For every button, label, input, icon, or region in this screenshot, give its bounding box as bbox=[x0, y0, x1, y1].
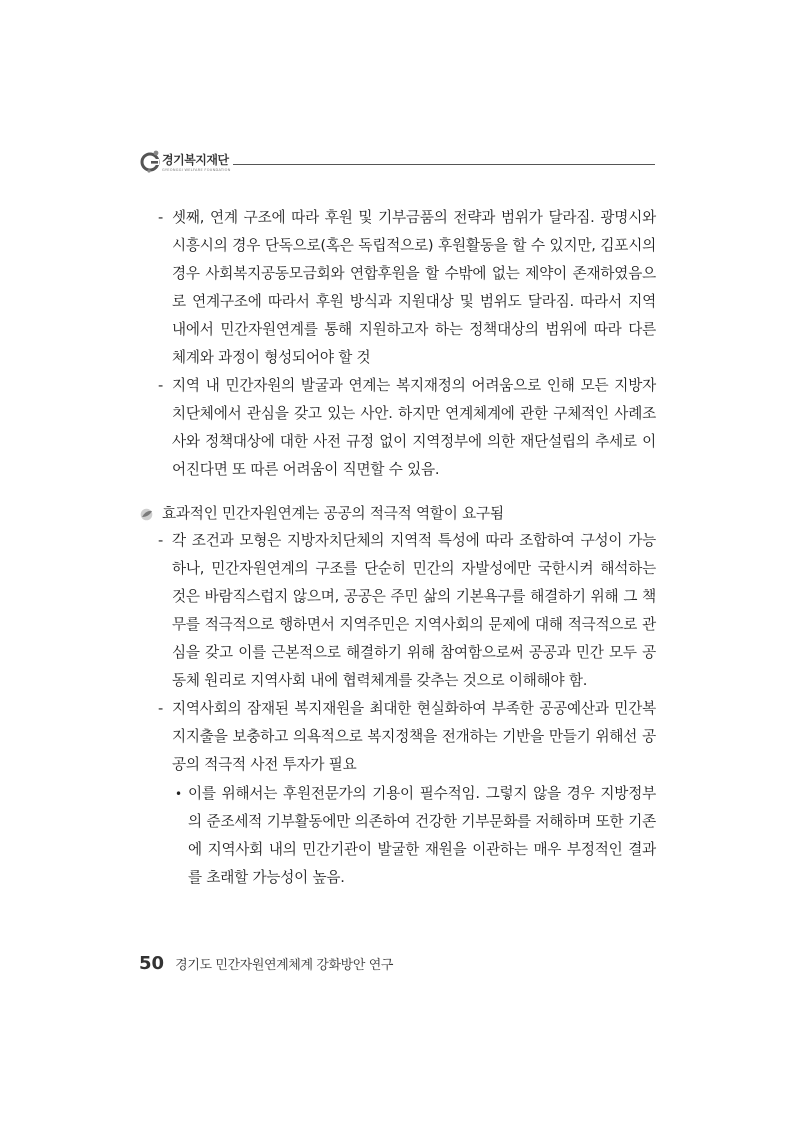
book-title: 경기도 민간자원연계체계 강화방안 연구 bbox=[175, 958, 394, 973]
dash-marker: - bbox=[158, 532, 164, 549]
dash-marker: - bbox=[158, 377, 164, 394]
sub-list-item-text: 이를 위해서는 후원전문가의 기용이 필수적임. 그렇지 않을 경우 지방정부의 준조세적 기부활동에만 의존하여 건강한 기부문화를 저해하며 또한 기존에 지역사회 내의 민간기관이 발굴한 재원을 이관하는 매우 부정적인 결과를 초래할 가능성이 높음. bbox=[188, 785, 656, 886]
page-number: 50 bbox=[139, 953, 165, 974]
page-footer bbox=[139, 953, 393, 979]
section-heading bbox=[140, 501, 656, 527]
dot-marker: • bbox=[175, 787, 182, 801]
header-divider bbox=[233, 164, 655, 165]
list-item bbox=[140, 204, 656, 372]
dash-marker: - bbox=[158, 209, 164, 226]
org-name: 경기복지재단 bbox=[162, 153, 229, 167]
list-item-text: 지역사회의 잠재된 복지재원을 최대한 현실화하여 부족한 공공예산과 민간복지지출을 보충하고 의욕적으로 복지정책을 전개하는 기반을 만들기 위해선 공공의 적극적 사전 투자가 필요 bbox=[172, 700, 656, 773]
list-item-text: 각 조건과 모형은 지방자치단체의 지역적 특성에 따라 조합하여 구성이 가능하나, 민간자원연계의 구조를 단순히 민간의 자발성에만 국한시켜 해석하는 것은 바람직스럽지 않으며, 공공은 주민 삶의 기본욕구를 해결하기 위해 그 책무를 적극적으로 행하면서 지역주민은 지역사회의 문제에 대해 적극적으로 관심을 갖고 이를 근본적으로 해결하기 위해 참여함으로써 공공과 민간 모두 공동체 원리로 지역사회 내에 협력체계를 갖추는 것으로 이해해야 함. bbox=[172, 532, 656, 689]
list-item bbox=[140, 695, 656, 779]
bullet-leaf-icon bbox=[140, 508, 153, 521]
section-heading-text: 효과적인 민간자원연계는 공공의 적극적 역할이 요구됨 bbox=[162, 505, 504, 522]
list-item-text: 지역 내 민간자원의 발굴과 연계는 복지재정의 어려움으로 인해 모든 지방자치단체에서 관심을 갖고 있는 사안. 하지만 연계체계에 관한 구체적인 사례조사와 정책대상에 대한 사전 규정 없이 지역정부에 의한 재단설립의 추세로 이어진다면 또 따른 어려움이 직면할 수 있음. bbox=[172, 377, 656, 478]
list-item bbox=[140, 372, 656, 484]
section-2 bbox=[140, 501, 656, 892]
dash-marker: - bbox=[158, 700, 164, 717]
list-item-text: 셋째, 연계 구조에 따라 후원 및 기부금품의 전략과 범위가 달라짐. 광명시와 시흥시의 경우 단독으로(혹은 독립적으로) 후원활동을 할 수 있지만, 김포시의 경우 사회복지공동모금회와 연합후원을 할 수밖에 없는 제약이 존재하였음으로 연계구조에 따라서 후원 방식과 지원대상 및 범위도 달라짐. 따라서 지역 내에서 민간자원연계를 통해 지원하고자 하는 정책대상의 범위에 따라 다른 체계와 과정이 형성되어야 할 것 bbox=[172, 209, 656, 366]
list-item bbox=[140, 527, 656, 695]
section-1 bbox=[140, 204, 656, 484]
page-header bbox=[139, 147, 655, 183]
org-subtitle: GYEONGGI WELFARE FOUNDATION bbox=[162, 168, 231, 172]
sub-list-item bbox=[140, 780, 656, 892]
foundation-logo-icon bbox=[139, 149, 161, 173]
